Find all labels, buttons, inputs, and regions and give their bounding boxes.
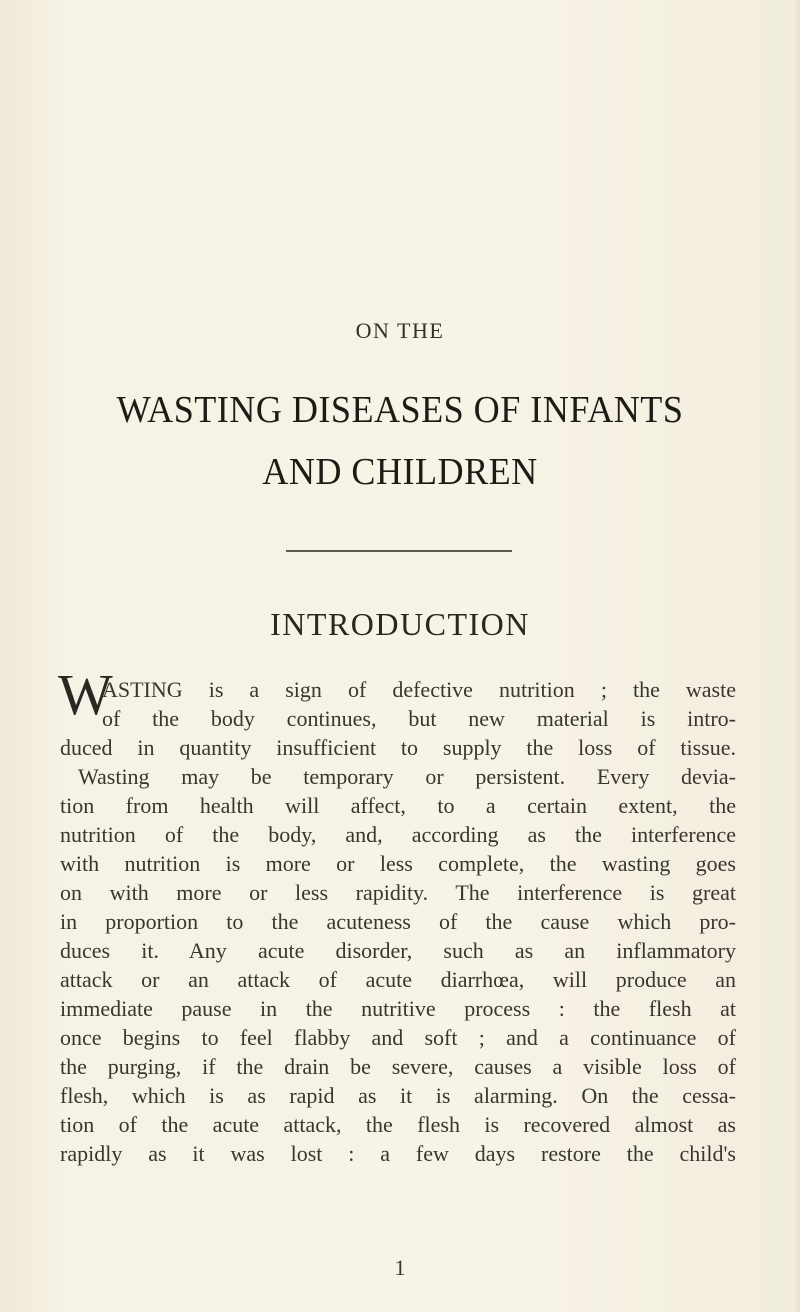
text-line: once begins to feel flabby and soft ; and a continuance of [60, 1025, 736, 1050]
book-title-line-1: WASTING DISEASES OF INFANTS [116, 389, 684, 431]
text-line: rapidly as it was lost : a few days restore the child's [60, 1141, 736, 1166]
text-line: duces it. Any acute disorder, such as an inflammatory [60, 938, 736, 963]
text-line: on with more or less rapidity. The interference is great [60, 880, 736, 905]
drop-cap: W [58, 662, 113, 727]
body-paragraph [60, 675, 736, 1168]
page-edge [794, 0, 800, 1312]
book-title-line-2: AND CHILDREN [262, 451, 538, 493]
text-line: the purging, if the drain be severe, causes a visible loss of [60, 1054, 736, 1079]
text-line: attack or an attack of acute diarrhœa, will produce an [60, 967, 736, 992]
text-line: with nutrition is more or less complete, the wasting goes [60, 851, 736, 876]
text-line: of the body continues, but new material is intro- [102, 706, 736, 731]
text-line: in proportion to the acuteness of the cause which pro- [60, 909, 736, 934]
over-title: ON THE [355, 318, 445, 343]
text-line: tion of the acute attack, the flesh is recovered almost as [60, 1112, 736, 1137]
text-line: duced in quantity insufficient to supply the loss of tissue. [60, 735, 736, 760]
text-line: flesh, which is as rapid as it is alarming. On the cessa- [60, 1083, 736, 1108]
text-line: ASTING is a sign of defective nutrition ; the waste [102, 677, 736, 702]
section-heading: INTRODUCTION [270, 606, 530, 642]
title-divider-rule [286, 550, 512, 552]
text-line: tion from health will affect, to a certain extent, the [60, 793, 736, 818]
text-line: nutrition of the body, and, according as the interference [60, 822, 736, 847]
page-number: 1 [394, 1255, 406, 1280]
text-line: immediate pause in the nutritive process : the flesh at [60, 996, 736, 1021]
text-line: Wasting may be temporary or persistent. Every devia- [78, 764, 736, 789]
